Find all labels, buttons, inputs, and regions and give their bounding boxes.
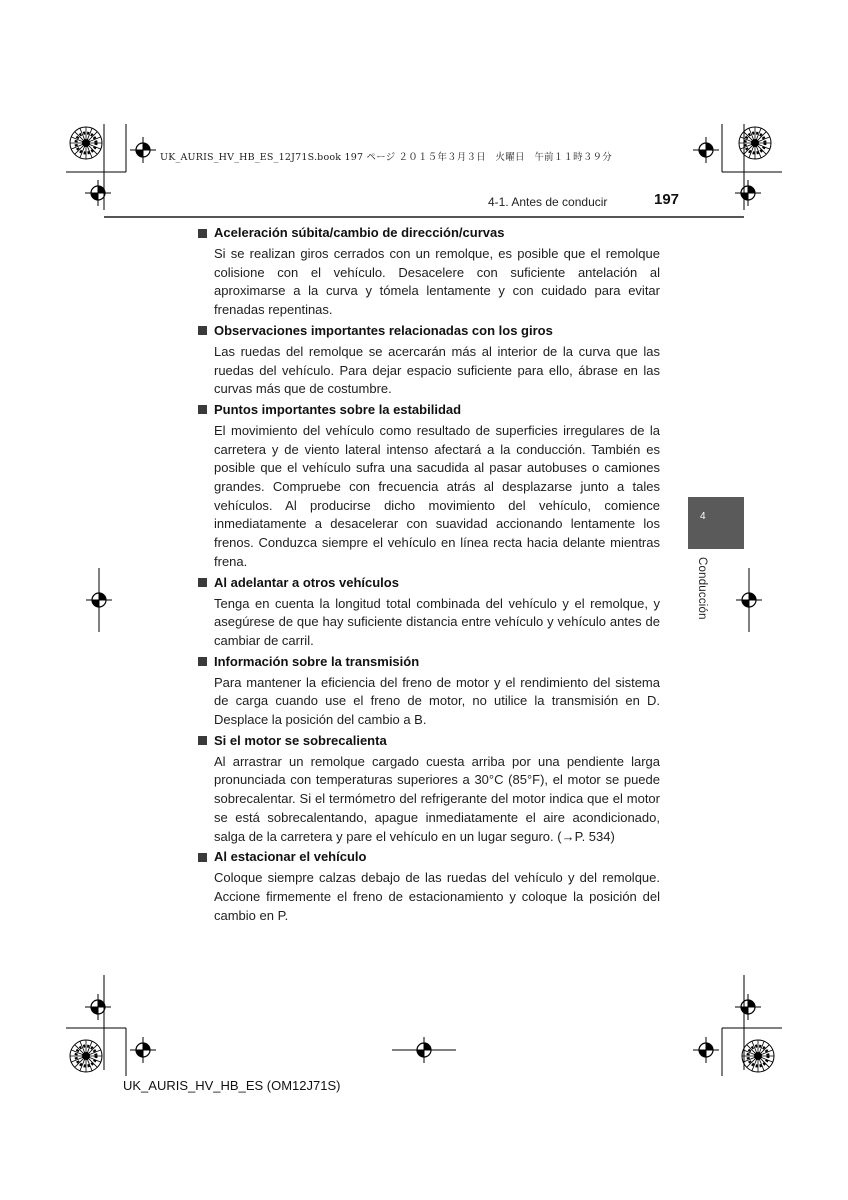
- registration-rosette-bottom-left: [70, 1040, 102, 1072]
- section-heading: [198, 730, 660, 752]
- square-bullet-icon: [198, 326, 207, 335]
- square-bullet-icon: [198, 578, 207, 587]
- section-body: Al arrastrar un remolque cargado cuesta arriba por una pendiente larga pronunciada con temperaturas superiores a 30°C (85°F), el motor se puede sobrecalentar. Si el termómetro del refrigerante del motor indica que el motor se está sobrecalentando, apague inmediatamente el aire acondicionado, salga de la carretera y pare el vehículo en un lugar seguro. (→P. 534): [214, 753, 660, 844]
- section-parking: [198, 846, 660, 925]
- square-bullet-icon: [198, 736, 207, 745]
- section-turning: [198, 320, 660, 399]
- registration-mark-top-left-outer: [85, 180, 111, 206]
- section-heading: [198, 572, 660, 594]
- chapter-title: Conducción: [696, 557, 708, 620]
- section-body: Las ruedas del remolque se acercarán más al interior de la curva que las ruedas del vehículo. Para dejar espacio suficiente para ello, ábrase en las curvas más que de costumbre.: [214, 343, 660, 397]
- registration-mark-bottom-left-outer: [85, 994, 111, 1020]
- section-heading: [198, 399, 660, 421]
- section-heading: [198, 222, 660, 244]
- section-heading: [198, 320, 660, 342]
- registration-rosette-top-left: [70, 127, 102, 159]
- document-code: UK_AURIS_HV_HB_ES (OM12J71S): [123, 1078, 341, 1093]
- registration-mark-top-right-inner: [693, 137, 719, 163]
- square-bullet-icon: [198, 405, 207, 414]
- section-heading-text: Aceleración súbita/cambio de dirección/curvas: [214, 225, 505, 240]
- section-heading-text: Al adelantar a otros vehículos: [214, 574, 399, 590]
- section-heading-text: Información sobre la transmisión: [214, 653, 420, 669]
- page-number: 197: [654, 191, 680, 208]
- square-bullet-icon: [198, 853, 207, 862]
- chapter-number: 4: [700, 511, 706, 522]
- section-heading: [198, 846, 660, 868]
- section-body: Coloque siempre calzas debajo de las ruedas del vehículo y del remolque. Accione firmemente el freno de estacionamiento y coloque la posición del cambio en P.: [214, 870, 660, 923]
- square-bullet-icon: [198, 229, 207, 238]
- section-body: El movimiento del vehículo como resultado de superficies irregulares de la carretera y de viento lateral intenso afectará a la conducción. También es posible que el vehículo sufra una sacudida al pasar autobuses o camiones grandes. Compruebe con frecuencia atrás al desplazarse junto a tales vehículos. Al producirse dicho movimiento del vehículo, comience inmediatamente a desacelerar con suavidad accionando lentamente los frenos. Conduzca siempre el vehículo en línea recta hacia delante mientras frena.: [214, 422, 660, 569]
- section-sudden-acceleration: [198, 222, 660, 320]
- registration-mark-top-right-outer: [735, 180, 761, 206]
- section-transmission: [198, 651, 660, 730]
- registration-mark-bottom-left-inner: [130, 1037, 156, 1063]
- section-body: Tenga en cuenta la longitud total combinada del vehículo y el remolque, y asegúrese de que hay suficiente distancia entre vehículo y vehículo antes de cambiar de carril.: [214, 595, 660, 648]
- section-stability: [198, 399, 660, 572]
- section-heading-text: Si el motor se sobrecalienta: [214, 732, 387, 748]
- section-overheating: [198, 730, 660, 847]
- registration-mark-bottom-right-outer: [735, 994, 761, 1020]
- section-body: Si se realizan giros cerrados con un remolque, es posible que el remolque colisione con el vehículo. Desacelere con suficiente antelación al aproximarse a la curva y tómela lentamente y con cuidado para evitar frenadas repentinas.: [214, 246, 660, 318]
- print-info-line: UK_AURIS_HV_HB_ES_12J71S.book 197 ページ ２０１５年３月３日 火曜日 午前１１時３９分: [160, 152, 612, 163]
- section-body: Para mantener la eficiencia del freno de motor y el rendimiento del sistema de carga cuando use el freno de motor, no utilice la transmisión en D. Desplace la posición del cambio a B.: [214, 674, 660, 728]
- page-content: [198, 222, 660, 925]
- section-heading-text: Observaciones importantes relacionadas con los giros: [214, 322, 553, 338]
- registration-mark-bottom-right-inner: [693, 1037, 719, 1063]
- section-heading-text: Puntos importantes sobre la estabilidad: [214, 401, 462, 417]
- chapter-tab: [688, 497, 744, 549]
- section-overtaking: [198, 572, 660, 651]
- section-heading: [198, 651, 660, 673]
- registration-mark-top-left-inner: [130, 137, 156, 163]
- registration-rosette-bottom-right: [742, 1040, 774, 1072]
- square-bullet-icon: [198, 657, 207, 666]
- header-rule: [104, 216, 744, 218]
- running-head: 4-1. Antes de conducir: [488, 195, 608, 209]
- section-heading-text: Al estacionar el vehículo: [214, 849, 367, 865]
